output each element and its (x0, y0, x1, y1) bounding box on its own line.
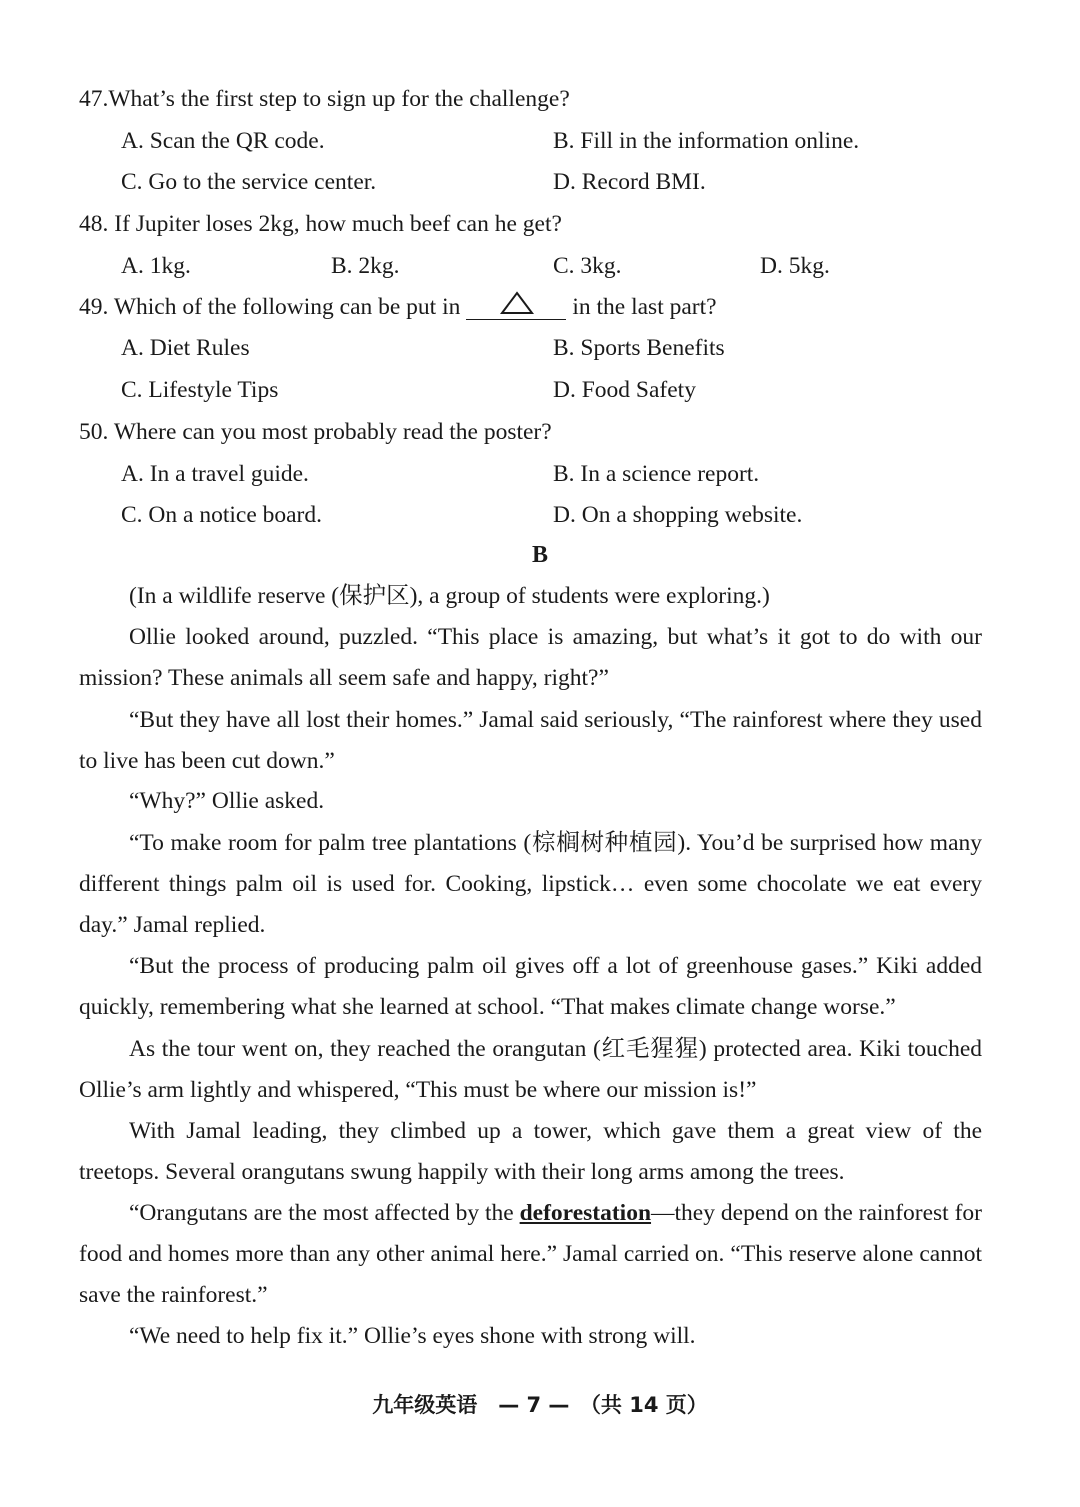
question-48-option-a: A. 1kg. (121, 253, 191, 279)
passage-paragraph-3: “Why?” Ollie asked. (129, 788, 325, 814)
passage-paragraph-5: “But the process of producing palm oil gives off a lot of greenhouse gases.” Kiki added quickly, remembering what she learned at school. “That makes climate change worse.” (79, 953, 982, 1020)
question-48-option-d: D. 5kg. (760, 253, 830, 279)
question-47-option-d: D. Record BMI. (553, 169, 706, 195)
question-48-option-b: B. 2kg. (331, 253, 400, 279)
section-heading: B (531, 542, 548, 568)
question-47-option-b: B. Fill in the information online. (553, 128, 860, 154)
question-50-option-b: B. In a science report. (553, 461, 760, 487)
question-48-option-c: C. 3kg. (553, 253, 622, 279)
triangle-icon (500, 291, 534, 315)
page-footer: 九年级英语 — 7 — （共 14 页） (372, 1393, 708, 1417)
question-49-option-b: B. Sports Benefits (553, 335, 725, 361)
question-50-option-c: C. On a notice board. (121, 502, 323, 528)
underlined-word: deforestation (519, 1200, 652, 1226)
passage-paragraph-7: With Jamal leading, they climbed up a tower, which gave them a great view of the treetops. Several orangutans swung happily with their long arms among the trees. (79, 1118, 982, 1185)
passage-paragraph-9: “We need to help fix it.” Ollie’s eyes shone with strong will. (129, 1323, 696, 1349)
paragraph-8-after: —they depend on the rainforest for food and homes more than any other animal here.” Jamal carried on. “This reserve alone cannot save the rainforest.” (79, 1200, 982, 1308)
question-50-option-a: A. In a travel guide. (121, 461, 309, 487)
question-47-option-a: A. Scan the QR code. (121, 128, 325, 154)
question-47-option-c: C. Go to the service center. (121, 169, 377, 195)
passage-paragraph-8 (79, 1193, 982, 1316)
question-49-stem (79, 292, 717, 322)
paragraph-8-before: “Orangutans are the most affected by the (129, 1200, 514, 1226)
passage-paragraph-6: As the tour went on, they reached the orangutan (红毛猩猩) protected area. Kiki touched Ollie’s arm lightly and whispered, “This must be where our mission is!” (79, 1036, 982, 1103)
question-49-stem-after: in the last part? (572, 294, 717, 320)
answer-blank (466, 293, 566, 320)
passage-intro: (In a wildlife reserve (保护区), a group of students were exploring.) (129, 583, 770, 609)
question-49-option-d: D. Food Safety (553, 377, 696, 403)
passage-paragraph-4: “To make room for palm tree plantations (棕榈树种植园). You’d be surprised how many different things palm oil is used for. Cooking, lipstick… even some chocolate we eat every day.” Jamal replied. (79, 830, 982, 938)
question-49-stem-before: 49. Which of the following can be put in (79, 294, 461, 320)
question-50-stem: 50. Where can you most probably read the poster? (79, 419, 552, 445)
question-47-stem: 47.What’s the first step to sign up for the challenge? (79, 86, 570, 112)
question-49-option-a: A. Diet Rules (121, 335, 250, 361)
question-49-option-c: C. Lifestyle Tips (121, 377, 279, 403)
question-48-stem: 48. If Jupiter loses 2kg, how much beef can he get? (79, 211, 562, 237)
passage-paragraph-2: “But they have all lost their homes.” Jamal said seriously, “The rainforest where they used to live has been cut down.” (79, 707, 982, 774)
question-50-option-d: D. On a shopping website. (553, 502, 803, 528)
passage-paragraph-1: Ollie looked around, puzzled. “This place is amazing, but what’s it got to do with our mission? These animals all seem safe and happy, right?” (79, 624, 982, 691)
